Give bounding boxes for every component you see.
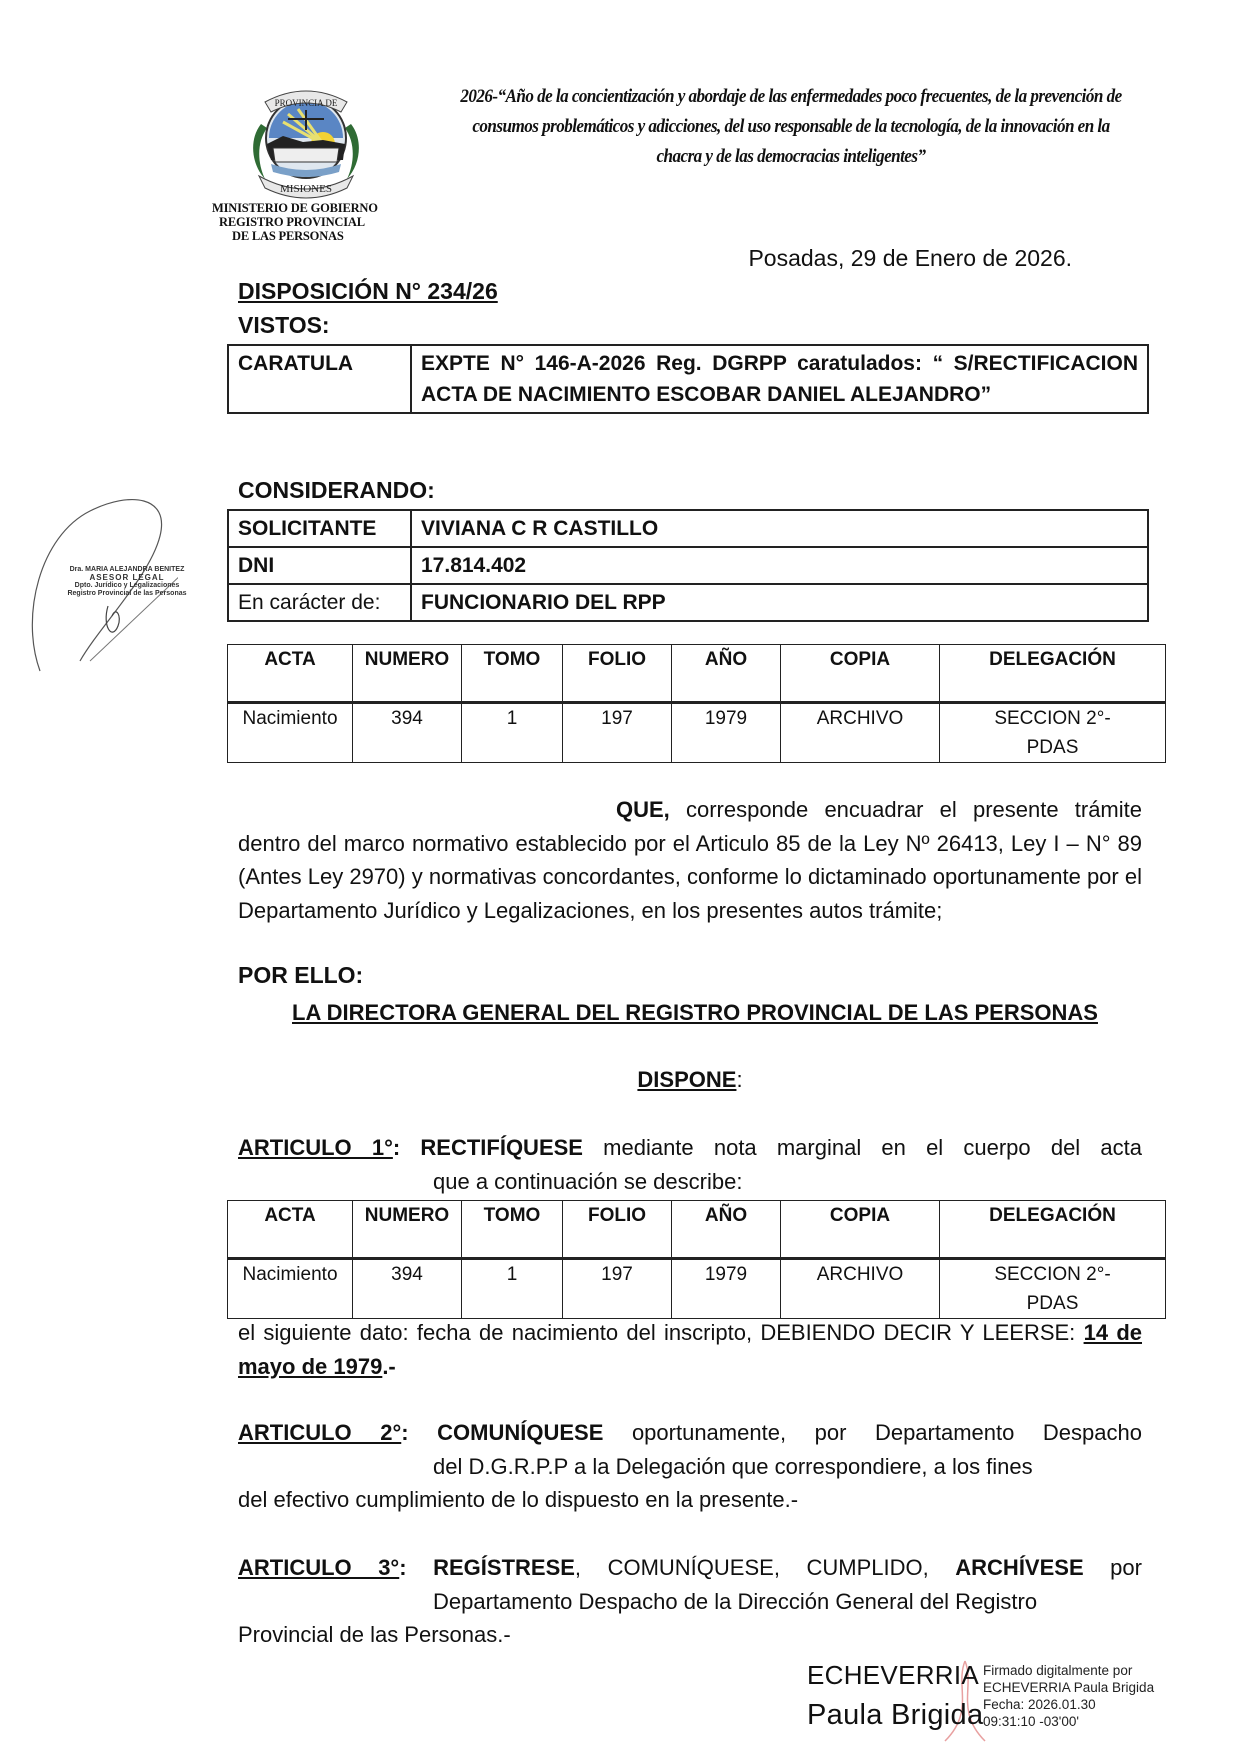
col-copia: COPIA (781, 1201, 940, 1259)
capacity-label: En carácter de: (228, 584, 411, 621)
cell-anio: 1979 (672, 703, 781, 763)
col-numero: NUMERO (353, 645, 462, 703)
cell-acta: Nacimiento (228, 1259, 353, 1319)
col-acta: ACTA (228, 1201, 353, 1259)
table-row (228, 547, 1148, 584)
table-row (228, 510, 1148, 547)
col-delegacion: DELEGACIÓN (940, 1201, 1166, 1259)
cell-delegacion: SECCION 2°-PDAS (940, 703, 1166, 763)
coat-of-arms-logo (243, 84, 369, 200)
cell-tomo: 1 (462, 1259, 563, 1319)
svg-text:PROVINCIA DE: PROVINCIA DE (274, 98, 338, 108)
caratula-value: EXPTE N° 146-A-2026 Reg. DGRPP caratulados: “ S/RECTIFICACION ACTA DE NACIMIENTO ESCOBAR DANIEL ALEJANDRO” (411, 345, 1148, 413)
acta-table-rectification (227, 1200, 1166, 1319)
applicant-value: VIVIANA C R CASTILLO (411, 510, 1148, 547)
ministry-header (212, 201, 382, 243)
article-1-continuation: el siguiente dato: fecha de nacimiento del inscripto, DEBIENDO DECIR Y LEERSE: 14 de mayo de 1979.- (238, 1320, 1142, 1379)
por-ello-heading: POR ELLO: (238, 962, 364, 988)
acta-table-considerando (227, 644, 1166, 763)
table-header-row (228, 1201, 1166, 1259)
article-3-verb-archive: ARCHÍVESE (955, 1555, 1084, 1580)
vistos-heading: VISTOS: (238, 312, 330, 338)
signature-metadata: Firmado digitalmente por ECHEVERRIA Paula Brigida Fecha: 2026.01.30 09:31:10 -03'00' (983, 1663, 1155, 1729)
col-delegacion: DELEGACIÓN (940, 645, 1166, 703)
ministry-line: DE LAS PERSONAS (232, 229, 344, 243)
caratula-label: CARATULA (228, 345, 411, 413)
svg-text:MISIONES: MISIONES (280, 183, 332, 195)
dni-label: DNI (228, 547, 411, 584)
corrected-birth-date: 14 de mayo de 1979 (238, 1320, 1142, 1379)
col-numero: NUMERO (353, 1201, 462, 1259)
provincial-coat-of-arms-icon (243, 84, 369, 200)
cell-folio: 197 (563, 703, 672, 763)
col-anio: AÑO (672, 1201, 781, 1259)
ministry-line: MINISTERIO DE GOBIERNO (212, 201, 378, 215)
article-2-verb: COMUNÍQUESE (437, 1420, 604, 1445)
article-3-verb-register: REGÍSTRESE (433, 1555, 575, 1580)
caratula-table (227, 344, 1149, 414)
considerando-heading: CONSIDERANDO: (238, 477, 435, 503)
applicant-label: SOLICITANTE (228, 510, 411, 547)
col-tomo: TOMO (462, 1201, 563, 1259)
article-2: ARTICULO 2°: COMUNÍQUESE oportunamente, por Departamento Despacho del D.G.R.P.P a la Delegación que correspondiere, a los fines del efectivo cumplimiento de lo dispuesto en la presente.- (238, 1420, 1142, 1513)
article-3: ARTICULO 3°: REGÍSTRESE, COMUNÍQUESE, CUMPLIDO, ARCHÍVESE por Departamento Despacho de la Dirección General del Registro Provincial de las Personas.- (238, 1555, 1142, 1648)
dni-value: 17.814.402 (411, 547, 1148, 584)
col-folio: FOLIO (563, 645, 672, 703)
authority-heading: LA DIRECTORA GENERAL DEL REGISTRO PROVINCIAL DE LAS PERSONAS (292, 1000, 1098, 1025)
digital-signature-block (807, 1658, 1187, 1748)
col-acta: ACTA (228, 645, 353, 703)
article-1: ARTICULO 1°: RECTIFÍQUESE mediante nota marginal en el cuerpo del acta que a continuación se describe: (238, 1135, 1142, 1194)
table-header-row (228, 645, 1166, 703)
que-text: corresponde encuadrar el presente trámite dentro del marco normativo establecido por el Articulo 85 de la Ley Nº 26413, Ley I – N° 89 (Antes Ley 2970) y normativas concordantes, conforme lo dictaminado oportunamente por el Departamento Jurídico y Legalizaciones, en los presentes autos trámite; (238, 797, 1142, 923)
dispone-heading: DISPONE: (637, 1067, 743, 1092)
article-2-label: ARTICULO 2° (238, 1420, 402, 1445)
cell-folio: 197 (563, 1259, 672, 1319)
article-1-verb: RECTIFÍQUESE (420, 1135, 583, 1160)
cell-tomo: 1 (462, 703, 563, 763)
signer-name: ECHEVERRIA Paula Brigida (807, 1660, 984, 1731)
applicant-table (227, 509, 1149, 622)
que-lead: QUE, (616, 797, 670, 822)
legal-advisor-signature (20, 466, 187, 676)
capacity-value: FUNCIONARIO DEL RPP (411, 584, 1148, 621)
table-row (228, 1259, 1166, 1319)
year-slogan: 2026-“Año de la concientización y abordaje de las enfermedades poco frecuentes, de la prevención de consumos problemáticos y adicciones, del uso responsable de la tecnología, de la innovación en la chacra y de las democracias inteligentes” (460, 86, 1122, 167)
col-copia: COPIA (781, 645, 940, 703)
cell-copia: ARCHIVO (781, 1259, 940, 1319)
table-row (228, 584, 1148, 621)
col-tomo: TOMO (462, 645, 563, 703)
article-3-label: ARTICULO 3° (238, 1555, 400, 1580)
cell-acta: Nacimiento (228, 703, 353, 763)
date-line: Posadas, 29 de Enero de 2026. (748, 245, 1072, 271)
col-folio: FOLIO (563, 1201, 672, 1259)
legal-advisor-stamp: Dra. MARIA ALEJANDRA BENITEZ ASESOR LEGAL Dpto. Jurídico y Legalizaciones Registro Provincial de las Personas (67, 566, 187, 597)
cell-numero: 394 (353, 1259, 462, 1319)
cell-delegacion: SECCION 2°-PDAS (940, 1259, 1166, 1319)
cell-copia: ARCHIVO (781, 703, 940, 763)
col-anio: AÑO (672, 645, 781, 703)
article-1-label: ARTICULO 1° (238, 1135, 393, 1160)
table-row (228, 703, 1166, 763)
cell-anio: 1979 (672, 1259, 781, 1319)
que-paragraph (238, 793, 1142, 927)
cell-numero: 394 (353, 703, 462, 763)
disposition-title: DISPOSICIÓN N° 234/26 (238, 278, 498, 304)
ministry-line: REGISTRO PROVINCIAL (219, 215, 365, 229)
